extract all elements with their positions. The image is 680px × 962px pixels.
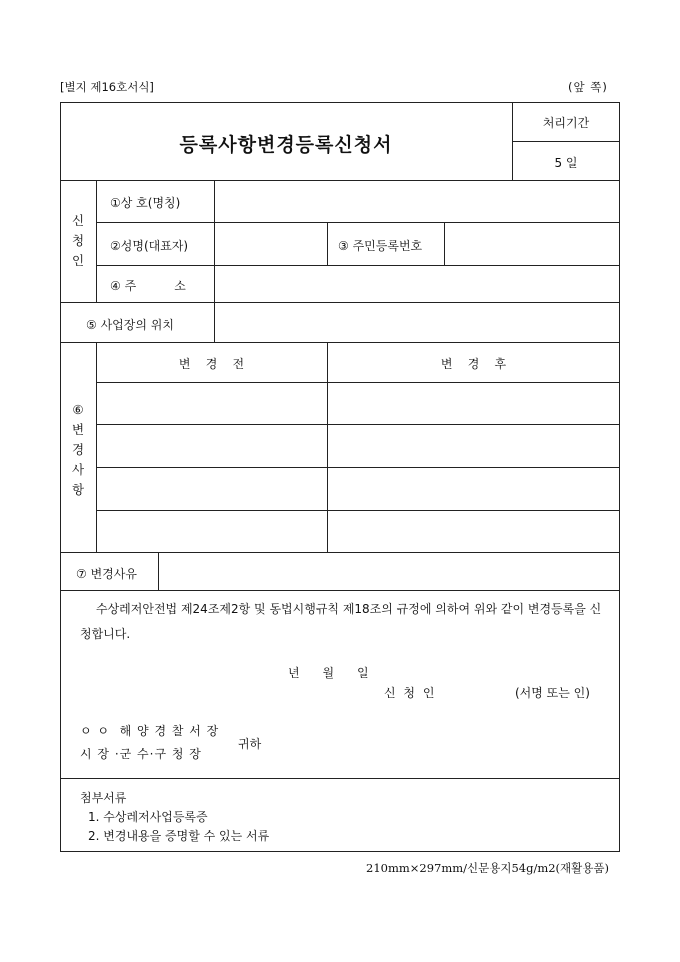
- after-change-cell[interactable]: [327, 424, 620, 467]
- after-change-header: 변 경 후: [440, 357, 507, 371]
- before-change-cell[interactable]: [96, 467, 327, 510]
- trade-name-label: ①상 호(명칭): [110, 196, 181, 210]
- business-location-label: ⑤ 사업장의 위치: [86, 318, 174, 332]
- trade-name-field[interactable]: [214, 180, 620, 222]
- before-change-cell[interactable]: [96, 382, 327, 424]
- page-side-label: (앞 쪽): [568, 80, 608, 94]
- processing-period-label: 처리기간: [542, 116, 590, 130]
- paper-spec: 210mm×297mm/신문용지54g/m2(재활용품): [366, 861, 609, 875]
- row-rule: [60, 342, 620, 343]
- before-change-header: 변 경 전: [178, 357, 245, 371]
- applicant-sign-label: 신 청 인: [384, 686, 437, 700]
- change-reason-label: ⑦ 변경사유: [76, 567, 137, 581]
- signature-note: (서명 또는 인): [515, 686, 590, 700]
- change-reason-field[interactable]: [158, 552, 620, 590]
- col-rule: [327, 222, 328, 265]
- recipient-suffix: 귀하: [238, 737, 262, 751]
- change-items-section-label: ⑥ 변 경 사 항: [71, 402, 85, 497]
- date-line: 년 월 일: [288, 666, 369, 680]
- attachment-item: 2. 변경내용을 증명할 수 있는 서류: [88, 829, 270, 843]
- processing-divider: [512, 141, 620, 142]
- form-title: 등록사항변경등록신청서: [179, 134, 393, 156]
- address-field[interactable]: [214, 265, 620, 302]
- attachments-label: 첨부서류: [80, 791, 127, 805]
- resident-number-field[interactable]: [444, 222, 620, 265]
- recipient-line-1: ㅇ ㅇ 해 양 경 찰 서 장: [80, 724, 220, 738]
- attachment-item: 1. 수상레저사업등록증: [88, 810, 208, 824]
- representative-name-label: ②성명(대표자): [110, 239, 189, 253]
- after-change-cell[interactable]: [327, 382, 620, 424]
- recipient-line-2: 시 장 ·군 수·구 청 장: [80, 747, 202, 761]
- applicant-section-label: 신 청 인: [71, 213, 85, 268]
- after-change-cell[interactable]: [327, 467, 620, 510]
- before-change-cell[interactable]: [96, 424, 327, 467]
- representative-name-field[interactable]: [214, 222, 327, 265]
- resident-number-label: ③ 주민등록번호: [338, 239, 423, 253]
- address-label: ④ 주 소: [110, 279, 186, 293]
- form-label: [별지 제16호서식]: [60, 80, 154, 94]
- col-rule: [96, 180, 97, 302]
- after-change-cell[interactable]: [327, 510, 620, 552]
- processing-period-value: 5 일: [554, 156, 578, 170]
- row-rule: [60, 778, 620, 779]
- application-statement: 수상레저안전법 제24조제2항 및 동법시행규칙 제18조의 규정에 의하여 위와 같이 변경등록을 신청합니다.: [80, 602, 602, 641]
- business-location-field[interactable]: [214, 302, 620, 342]
- row-rule: [60, 590, 620, 591]
- before-change-cell[interactable]: [96, 510, 327, 552]
